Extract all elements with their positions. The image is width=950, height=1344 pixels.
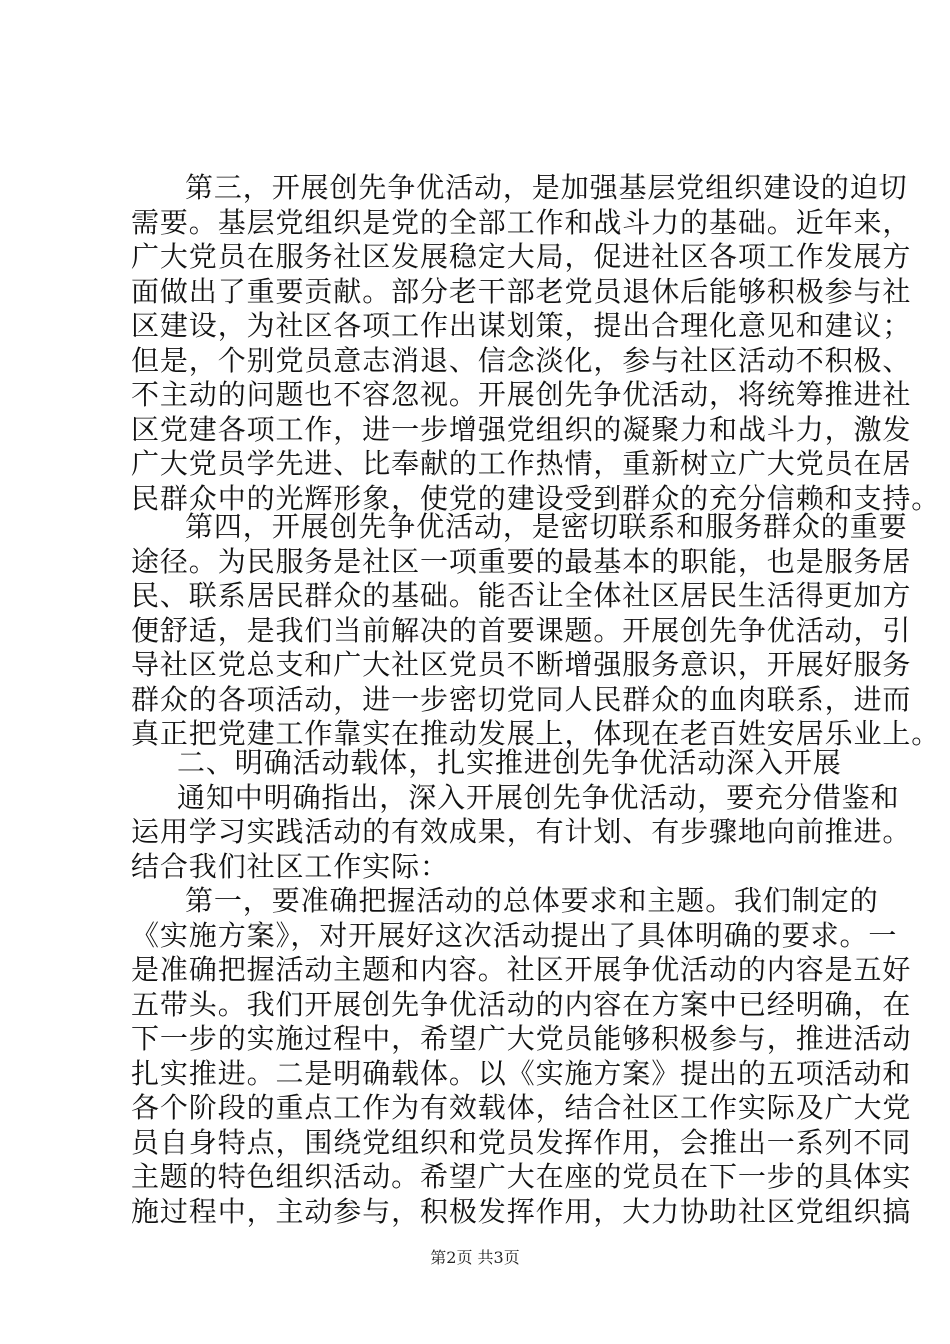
paragraph-third [131, 171, 941, 516]
text-line: 区建设，为社区各项工作出谋划策，提出合理化意见和建议； [131, 309, 912, 342]
text-line: 第一，要准确把握活动的总体要求和主题。我们制定的 [185, 884, 879, 917]
text-line: 《实施方案》，对开展好这次活动提出了具体明确的要求。一 [131, 918, 898, 952]
text-line: 需要。基层党组织是党的全部工作和战斗力的基础。近年来， [131, 205, 912, 239]
text-line: 第四，开展创先争优活动，是密切联系和服务群众的重要 [185, 510, 908, 543]
section-two [131, 746, 912, 1229]
text-line: 五带头。我们开展创先争优活动的内容在方案中已经明确，在 [131, 987, 912, 1021]
text-line: 便舒适，是我们当前解决的首要课题。开展创先争优活动，引 [131, 613, 912, 647]
text-line: 结合我们社区工作实际： [131, 849, 449, 883]
text-line: 不主动的问题也不容忽视。开展创先争优活动，将统筹推进社 [131, 378, 912, 411]
paragraph-fourth [131, 510, 941, 752]
text-line: 扎实推进。二是明确载体。以《实施方案》提出的五项活动和 [131, 1056, 912, 1090]
text-line: 面做出了重要贡献。部分老干部老党员退休后能够积极参与社 [131, 274, 912, 308]
text-line: 运用学习实践活动的有效成果，有计划、有步骤地向前推进。 [131, 815, 912, 848]
text-line: 第三，开展创先争优活动，是加强基层党组织建设的迫切 [185, 171, 908, 204]
text-line: 广大党员在服务社区发展稳定大局，促进社区各项工作发展方 [131, 240, 912, 273]
text-line: 下一步的实施过程中，希望广大党员能够积极参与，推进活动 [131, 1022, 912, 1055]
text-line: 施过程中，主动参与，积极发挥作用，大力协助社区党组织搞 [131, 1194, 912, 1228]
text-line: 通知中明确指出，深入开展创先争优活动，要充分借鉴和 [177, 780, 900, 814]
text-line: 员自身特点，围绕党组织和党员发挥作用，会推出一系列不同 [131, 1125, 912, 1159]
text-line: 真正把党建工作靠实在推动发展上，体现在老百姓安居乐业上。 [131, 717, 941, 750]
text-line: 民、联系居民群众的基础。能否让全体社区居民生活得更加方 [131, 579, 912, 612]
text-line: 各个阶段的重点工作为有效载体，结合社区工作实际及广大党 [131, 1091, 912, 1124]
text-line: 是准确把握活动主题和内容。社区开展争优活动的内容是五好 [131, 953, 912, 986]
text-line: 群众的各项活动，进一步密切党同人民群众的血肉联系，进而 [131, 682, 912, 716]
text-line: 主题的特色组织活动。希望广大在座的党员在下一步的具体实 [131, 1160, 912, 1193]
section-heading: 二、明确活动载体，扎实推进创先争优活动深入开展 [177, 746, 842, 779]
text-line: 民群众中的光辉形象，使党的建设受到群众的充分信赖和支持。 [131, 481, 941, 515]
page-footer: 第2页 共3页 [430, 1248, 520, 1267]
text-line: 区党建各项工作，进一步增强党组织的凝聚力和战斗力，激发 [131, 412, 912, 446]
text-line: 广大党员学先进、比奉献的工作热情，重新树立广大党员在居 [131, 447, 912, 480]
text-line: 但是，个别党员意志消退、信念淡化，参与社区活动不积极、 [131, 343, 912, 377]
text-line: 途径。为民服务是社区一项重要的最基本的职能，也是服务居 [131, 544, 912, 578]
text-line: 导社区党总支和广大社区党员不断增强服务意识，开展好服务 [131, 648, 912, 681]
